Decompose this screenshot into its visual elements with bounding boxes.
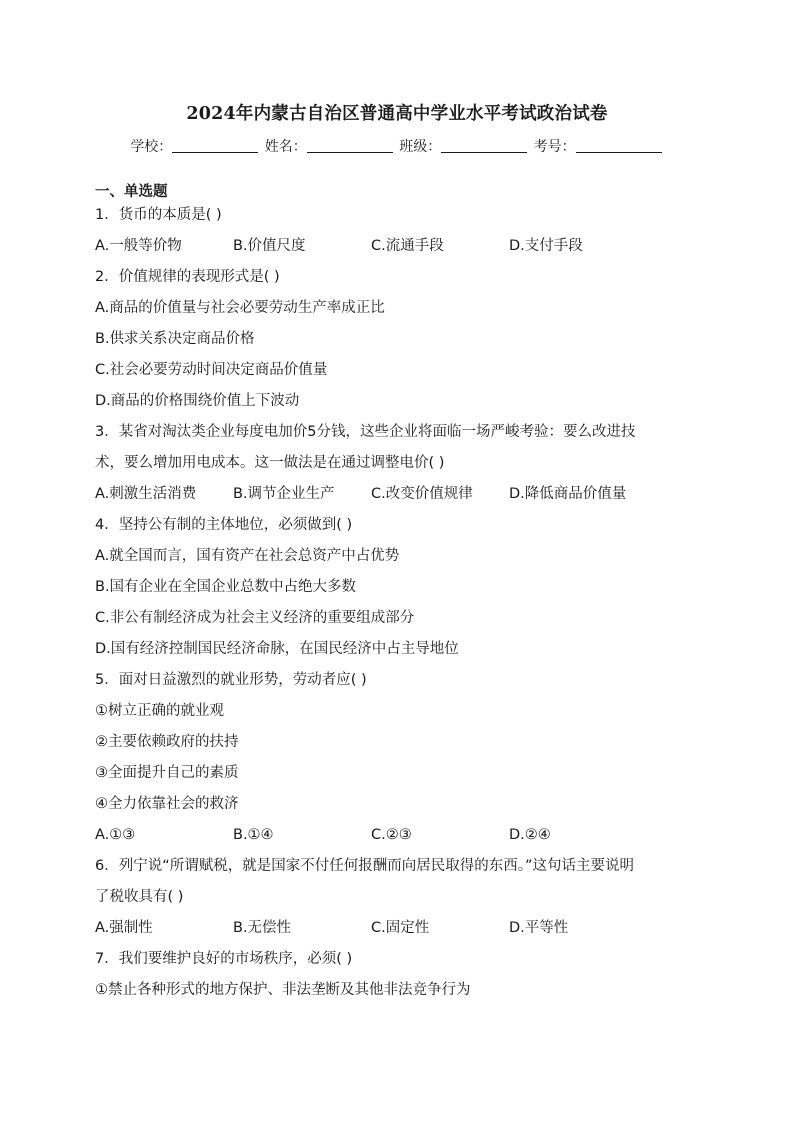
option-b: B.价值尺度	[233, 238, 306, 254]
question-stem: 5．面对日益激烈的就业形势，劳动者应( )	[95, 672, 367, 688]
option-c: C.改变价值规律	[371, 486, 473, 502]
question-stem-continued: 了税收具有( )	[95, 889, 184, 905]
options-row	[95, 233, 705, 264]
exam-number-blank	[576, 138, 662, 153]
question-6	[95, 853, 705, 946]
name-blank	[307, 138, 393, 153]
question-list	[95, 202, 705, 1008]
statement-1: ①禁止各种形式的地方保护、非法垄断及其他非法竞争行为	[95, 982, 471, 998]
option-b: B.无偿性	[233, 920, 292, 936]
option-a: A.强制性	[95, 920, 153, 936]
option-b: B.调节企业生产	[233, 486, 335, 502]
option-d: D.平等性	[509, 920, 569, 936]
options-row	[95, 481, 705, 512]
exam-number-label: 考号：	[533, 139, 576, 155]
option-d: D.商品的价格围绕价值上下波动	[95, 393, 300, 409]
question-1	[95, 202, 705, 264]
option-a: A.就全国而言，国有资产在社会总资产中占优势	[95, 548, 400, 564]
question-stem: 6．列宁说“所谓赋税，就是国家不付任何报酬而向居民取得的东西。”这句话主要说明	[95, 858, 634, 874]
options-row	[95, 822, 705, 853]
question-2	[95, 264, 705, 419]
option-d: D.②④	[509, 827, 551, 843]
statement-4: ④全力依靠社会的救济	[95, 796, 239, 812]
school-label: 学校：	[130, 139, 173, 155]
option-a: A.①③	[95, 827, 136, 843]
question-4	[95, 512, 705, 667]
option-a: A.刺激生活消费	[95, 486, 197, 502]
class-blank	[441, 138, 527, 153]
option-d: D.国有经济控制国民经济命脉，在国民经济中占主导地位	[95, 641, 459, 657]
option-b: B.国有企业在全国企业总数中占绝大多数	[95, 579, 357, 595]
name-label: 姓名：	[264, 139, 307, 155]
option-d: D.降低商品价值量	[509, 486, 627, 502]
statement-1: ①树立正确的就业观	[95, 703, 224, 719]
option-c: C.②③	[371, 827, 412, 843]
question-5	[95, 667, 705, 853]
question-stem: 2．价值规律的表现形式是( )	[95, 269, 280, 285]
option-c: C.非公有制经济成为社会主义经济的重要组成部分	[95, 610, 415, 626]
class-label: 班级：	[399, 139, 442, 155]
school-blank	[172, 138, 258, 153]
question-stem: 1．货币的本质是( )	[95, 207, 222, 223]
option-c: C.固定性	[371, 920, 430, 936]
question-stem: 3．某省对淘汰类企业每度电加价5分钱，这些企业将面临一场严峻考验：要么改进技	[95, 424, 636, 440]
section-title: 一、单选题	[95, 184, 168, 200]
option-b: B.①④	[233, 827, 274, 843]
question-3	[95, 419, 705, 512]
question-stem-continued: 术，要么增加用电成本。这一做法是在通过调整电价( )	[95, 455, 445, 471]
option-d: D.支付手段	[509, 238, 583, 254]
statement-2: ②主要依赖政府的扶持	[95, 734, 239, 750]
option-a: A.一般等价物	[95, 238, 182, 254]
question-7	[95, 946, 705, 1008]
question-stem: 4．坚持公有制的主体地位，必须做到( )	[95, 517, 353, 533]
student-info-line	[0, 136, 794, 156]
exam-title: 2024年内蒙古自治区普通高中学业水平考试政治试卷	[186, 104, 608, 124]
question-stem: 7．我们要维护良好的市场秩序，必须( )	[95, 951, 353, 967]
option-b: B.供求关系决定商品价格	[95, 331, 255, 347]
option-a: A.商品的价值量与社会必要劳动生产率成正比	[95, 300, 385, 316]
statement-3: ③全面提升自己的素质	[95, 765, 239, 781]
options-row	[95, 915, 705, 946]
option-c: C.社会必要劳动时间决定商品价值量	[95, 362, 328, 378]
option-c: C.流通手段	[371, 238, 444, 254]
